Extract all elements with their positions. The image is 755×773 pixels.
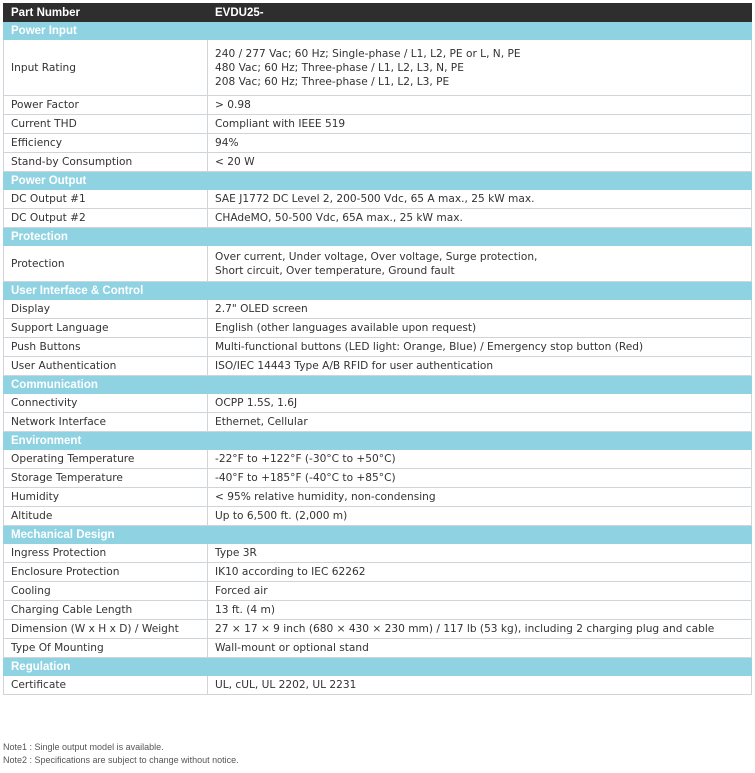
section-header [4, 282, 752, 300]
spec-label: Protection [4, 246, 208, 282]
table-row [4, 153, 752, 172]
section-title: Environment [4, 432, 752, 450]
table-row [4, 40, 752, 96]
spec-value: -22°F to +122°F (-30°C to +50°C) [208, 450, 752, 469]
spec-label: Power Factor [4, 96, 208, 115]
table-row [4, 134, 752, 153]
spec-label: Cooling [4, 582, 208, 601]
spec-label: Operating Temperature [4, 450, 208, 469]
spec-value: Up to 6,500 ft. (2,000 m) [208, 507, 752, 526]
spec-label: Input Rating [4, 40, 208, 96]
spec-sheet [3, 3, 752, 695]
table-row [4, 394, 752, 413]
table-row [4, 469, 752, 488]
spec-value: > 0.98 [208, 96, 752, 115]
section-header [4, 376, 752, 394]
section-title: Regulation [4, 658, 752, 676]
spec-label: Current THD [4, 115, 208, 134]
spec-value: SAE J1772 DC Level 2, 200-500 Vdc, 65 A max., 25 kW max. [208, 190, 752, 209]
spec-value: UL, cUL, UL 2202, UL 2231 [208, 676, 752, 695]
section-title: Protection [4, 228, 752, 246]
spec-label: Altitude [4, 507, 208, 526]
table-row [4, 676, 752, 695]
table-row [4, 544, 752, 563]
spec-label: DC Output #2 [4, 209, 208, 228]
table-row [4, 319, 752, 338]
spec-value: CHAdeMO, 50-500 Vdc, 65A max., 25 kW max. [208, 209, 752, 228]
spec-label: Network Interface [4, 413, 208, 432]
table-row [4, 582, 752, 601]
spec-value: < 95% relative humidity, non-condensing [208, 488, 752, 507]
table-row [4, 601, 752, 620]
spec-value: 2.7" OLED screen [208, 300, 752, 319]
section-header [4, 228, 752, 246]
spec-label: Ingress Protection [4, 544, 208, 563]
table-row [4, 357, 752, 376]
spec-value: -40°F to +185°F (-40°C to +85°C) [208, 469, 752, 488]
spec-value: 94% [208, 134, 752, 153]
spec-value: Compliant with IEEE 519 [208, 115, 752, 134]
table-row [4, 507, 752, 526]
table-row [4, 488, 752, 507]
spec-label: Display [4, 300, 208, 319]
spec-label: Humidity [4, 488, 208, 507]
spec-value: 27 × 17 × 9 inch (680 × 430 × 230 mm) / 117 lb (53 kg), including 2 charging plug and cable [208, 620, 752, 639]
spec-label: Dimension (W x H x D) / Weight [4, 620, 208, 639]
table-header-row [4, 4, 752, 22]
header-value: EVDU25- [208, 4, 752, 22]
section-title: User Interface & Control [4, 282, 752, 300]
section-header [4, 432, 752, 450]
spec-label: Support Language [4, 319, 208, 338]
table-row [4, 563, 752, 582]
spec-label: Certificate [4, 676, 208, 695]
section-title: Communication [4, 376, 752, 394]
section-title: Mechanical Design [4, 526, 752, 544]
spec-table [3, 3, 752, 695]
table-row [4, 413, 752, 432]
section-header [4, 658, 752, 676]
spec-label: Connectivity [4, 394, 208, 413]
table-row [4, 190, 752, 209]
table-row [4, 639, 752, 658]
spec-value: Ethernet, Cellular [208, 413, 752, 432]
spec-value: IK10 according to IEC 62262 [208, 563, 752, 582]
spec-label: Charging Cable Length [4, 601, 208, 620]
spec-value: OCPP 1.5S, 1.6J [208, 394, 752, 413]
section-header [4, 172, 752, 190]
footnotes [3, 741, 239, 767]
spec-label: Type Of Mounting [4, 639, 208, 658]
table-row [4, 209, 752, 228]
spec-label: Push Buttons [4, 338, 208, 357]
table-row [4, 300, 752, 319]
footnote: Note1 : Single output model is available. [3, 742, 164, 752]
spec-label: Enclosure Protection [4, 563, 208, 582]
spec-value: Wall-mount or optional stand [208, 639, 752, 658]
spec-value: Multi-functional buttons (LED light: Orange, Blue) / Emergency stop button (Red) [208, 338, 752, 357]
table-row [4, 96, 752, 115]
table-row [4, 246, 752, 282]
spec-value: Forced air [208, 582, 752, 601]
section-title: Power Input [4, 22, 752, 40]
spec-value: Type 3R [208, 544, 752, 563]
table-row [4, 450, 752, 469]
table-row [4, 620, 752, 639]
table-row [4, 338, 752, 357]
spec-label: Storage Temperature [4, 469, 208, 488]
spec-value: 240 / 277 Vac; 60 Hz; Single-phase / L1, L2, PE or L, N, PE 480 Vac; 60 Hz; Three-phase / L1, L2, L3, N, PE 208 Vac; 60 Hz; Three-phase / L1, L2, L3, PE [208, 40, 752, 96]
spec-value: < 20 W [208, 153, 752, 172]
section-title: Power Output [4, 172, 752, 190]
section-header [4, 22, 752, 40]
spec-label: DC Output #1 [4, 190, 208, 209]
section-header [4, 526, 752, 544]
spec-value: Over current, Under voltage, Over voltage, Surge protection, Short circuit, Over temperature, Ground fault [208, 246, 752, 282]
spec-label: Stand-by Consumption [4, 153, 208, 172]
table-row [4, 115, 752, 134]
spec-value: English (other languages available upon request) [208, 319, 752, 338]
header-label: Part Number [4, 4, 208, 22]
spec-value: 13 ft. (4 m) [208, 601, 752, 620]
footnote: Note2 : Specifications are subject to change without notice. [3, 755, 239, 765]
spec-label: Efficiency [4, 134, 208, 153]
spec-value: ISO/IEC 14443 Type A/B RFID for user authentication [208, 357, 752, 376]
spec-label: User Authentication [4, 357, 208, 376]
